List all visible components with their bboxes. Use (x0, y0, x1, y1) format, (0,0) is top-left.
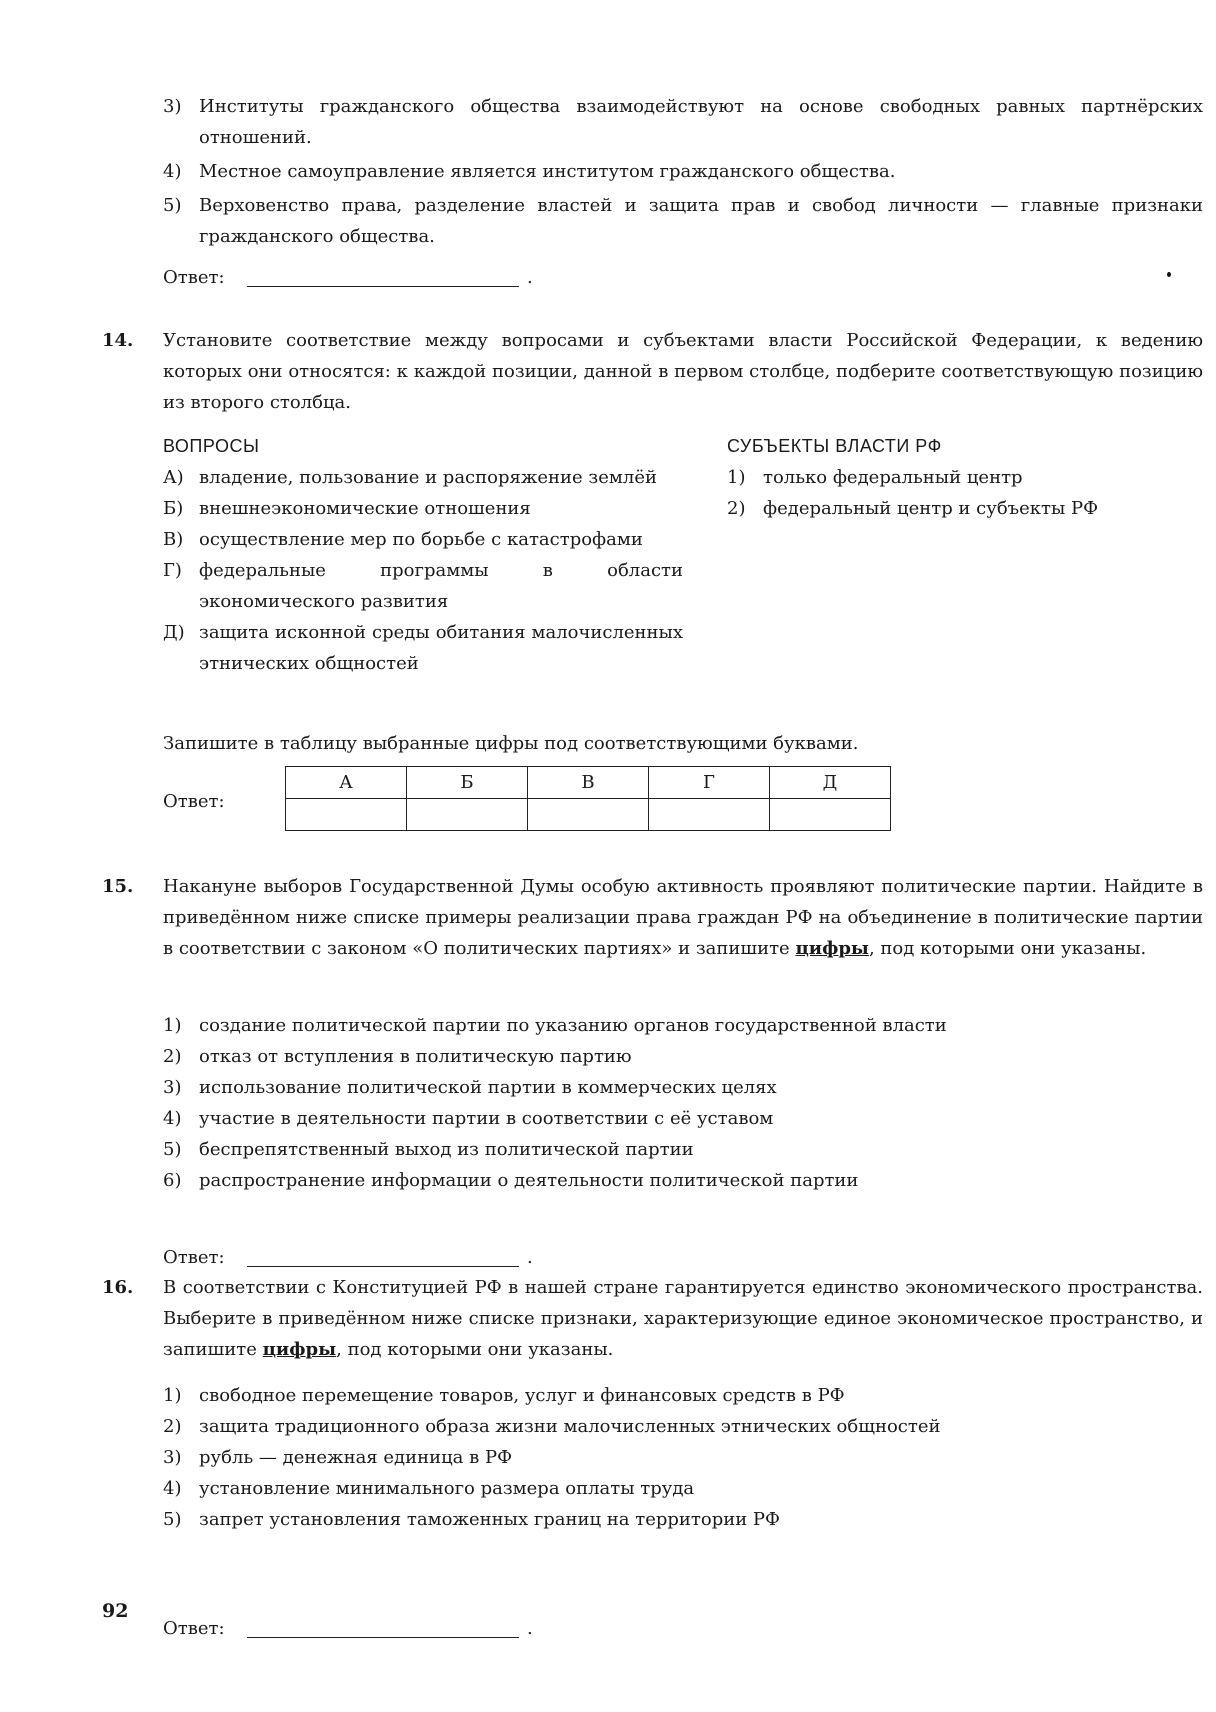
q14-questions-column (163, 431, 683, 679)
q13-options (163, 91, 1203, 252)
q14-answer-table (285, 766, 891, 831)
q16-option-3: 3) рубль — денежная единица в РФ (163, 1447, 513, 1468)
q15-option-5: 5) беспрепятственный выход из политической партии (163, 1139, 694, 1160)
q15-option-6: 6) распространение информации о деятельности политической партии (163, 1170, 859, 1191)
q14-left-header: ВОПРОСЫ (163, 436, 260, 456)
q15-number: 15. (102, 876, 134, 897)
q15-option-2: 2) отказ от вступления в политическую партию (163, 1046, 632, 1067)
q14-right-header: СУБЪЕКТЫ ВЛАСТИ РФ (727, 436, 942, 456)
q14-col-g: Г (649, 767, 770, 799)
q15-answer: Ответ: . (163, 1247, 533, 1268)
scan-speck (1167, 272, 1171, 277)
q13-answer: Ответ: . (163, 267, 533, 288)
q13-answer-field[interactable] (247, 286, 519, 287)
q16-emphasis: цифры (262, 1339, 337, 1360)
q14-number: 14. (102, 330, 134, 351)
q16-answer-field[interactable] (247, 1637, 519, 1638)
q14-question-b: Б) внешнеэкономические отношения (163, 498, 531, 519)
q13-option-5: 5) Верховенство права, разделение властей и защита прав и свобод личности — главные признаки гражданского общества. (163, 195, 1203, 247)
q14-stem: Установите соответствие между вопросами и субъектами власти Российской Федерации, к ведению которых они относятся: к каждой позиции, данной в первом столбце, подберите соответствующую позицию из второго столбца. (163, 330, 1203, 413)
q15-option-3: 3) использование политической партии в коммерческих целях (163, 1077, 777, 1098)
q14-question-g: Г) федеральные программы в области экономического развития (163, 560, 683, 612)
q14-col-v: В (528, 767, 649, 799)
page-number: 92 (102, 1600, 129, 1622)
q14-col-b: Б (407, 767, 528, 799)
q16-number: 16. (102, 1277, 134, 1298)
q16-options (163, 1380, 1203, 1535)
q14-col-d: Д (770, 767, 891, 799)
q15-answer-field[interactable] (247, 1266, 519, 1267)
q14-answer-cell-g[interactable] (649, 799, 770, 831)
q14-question-a: А) владение, пользование и распоряжение землёй (163, 467, 657, 488)
q14-subjects-column (727, 431, 1167, 524)
q15-option-1: 1) создание политической партии по указанию органов государственной власти (163, 1015, 947, 1036)
q15-stem: Накануне выборов Государственной Думы особую активность проявляют политические партии. Найдите в приведённом ниже списке примеры реализации права граждан РФ на объединение в политические партии в соответствии с законом «О политических партиях» и запишите цифры, под которыми они указаны. (163, 876, 1203, 959)
q14-subject-2: 2) федеральный центр и субъекты РФ (727, 498, 1099, 519)
q16-option-4: 4) установление минимального размера оплаты труда (163, 1478, 695, 1499)
q15-option-4: 4) участие в деятельности партии в соответствии с её уставом (163, 1108, 774, 1129)
q14-col-a: А (286, 767, 407, 799)
q14-answer-cell-v[interactable] (528, 799, 649, 831)
q13-option-4: 4) Местное самоуправление является институтом гражданского общества. (163, 161, 896, 182)
q15-emphasis: цифры (795, 938, 869, 959)
q13-option-3: 3) Институты гражданского общества взаимодействуют на основе свободных равных партнёрских отношений. (163, 96, 1203, 148)
q16-stem: В соответствии с Конституцией РФ в нашей стране гарантируется единство экономического пространства. Выберите в приведённом ниже списке признаки, характеризующие единое экономическое пространство, и запишите цифры, под которыми они указаны. (163, 1277, 1203, 1360)
q15-options (163, 1010, 1203, 1196)
q16-option-1: 1) свободное перемещение товаров, услуг и финансовых средств в РФ (163, 1385, 845, 1406)
q14-answer-label: Ответ: (163, 791, 225, 812)
q16-option-2: 2) защита традиционного образа жизни малочисленных этнических общностей (163, 1416, 941, 1437)
q14-answer-table-header-row (286, 767, 891, 799)
q14-instruction: Запишите в таблицу выбранные цифры под соответствующими буквами. (163, 733, 859, 754)
q14-answer-table-input-row (286, 799, 891, 831)
q14-answer-cell-b[interactable] (407, 799, 528, 831)
q14-answer-cell-a[interactable] (286, 799, 407, 831)
q14-subject-1: 1) только федеральный центр (727, 467, 1023, 488)
q16-answer: Ответ: . (163, 1618, 533, 1639)
q14-question-d: Д) защита исконной среды обитания малочисленных этнических общностей (163, 622, 683, 674)
q16-option-5: 5) запрет установления таможенных границ на территории РФ (163, 1509, 780, 1530)
q14-answer-cell-d[interactable] (770, 799, 891, 831)
q14-question-v: В) осуществление мер по борьбе с катастрофами (163, 529, 643, 550)
